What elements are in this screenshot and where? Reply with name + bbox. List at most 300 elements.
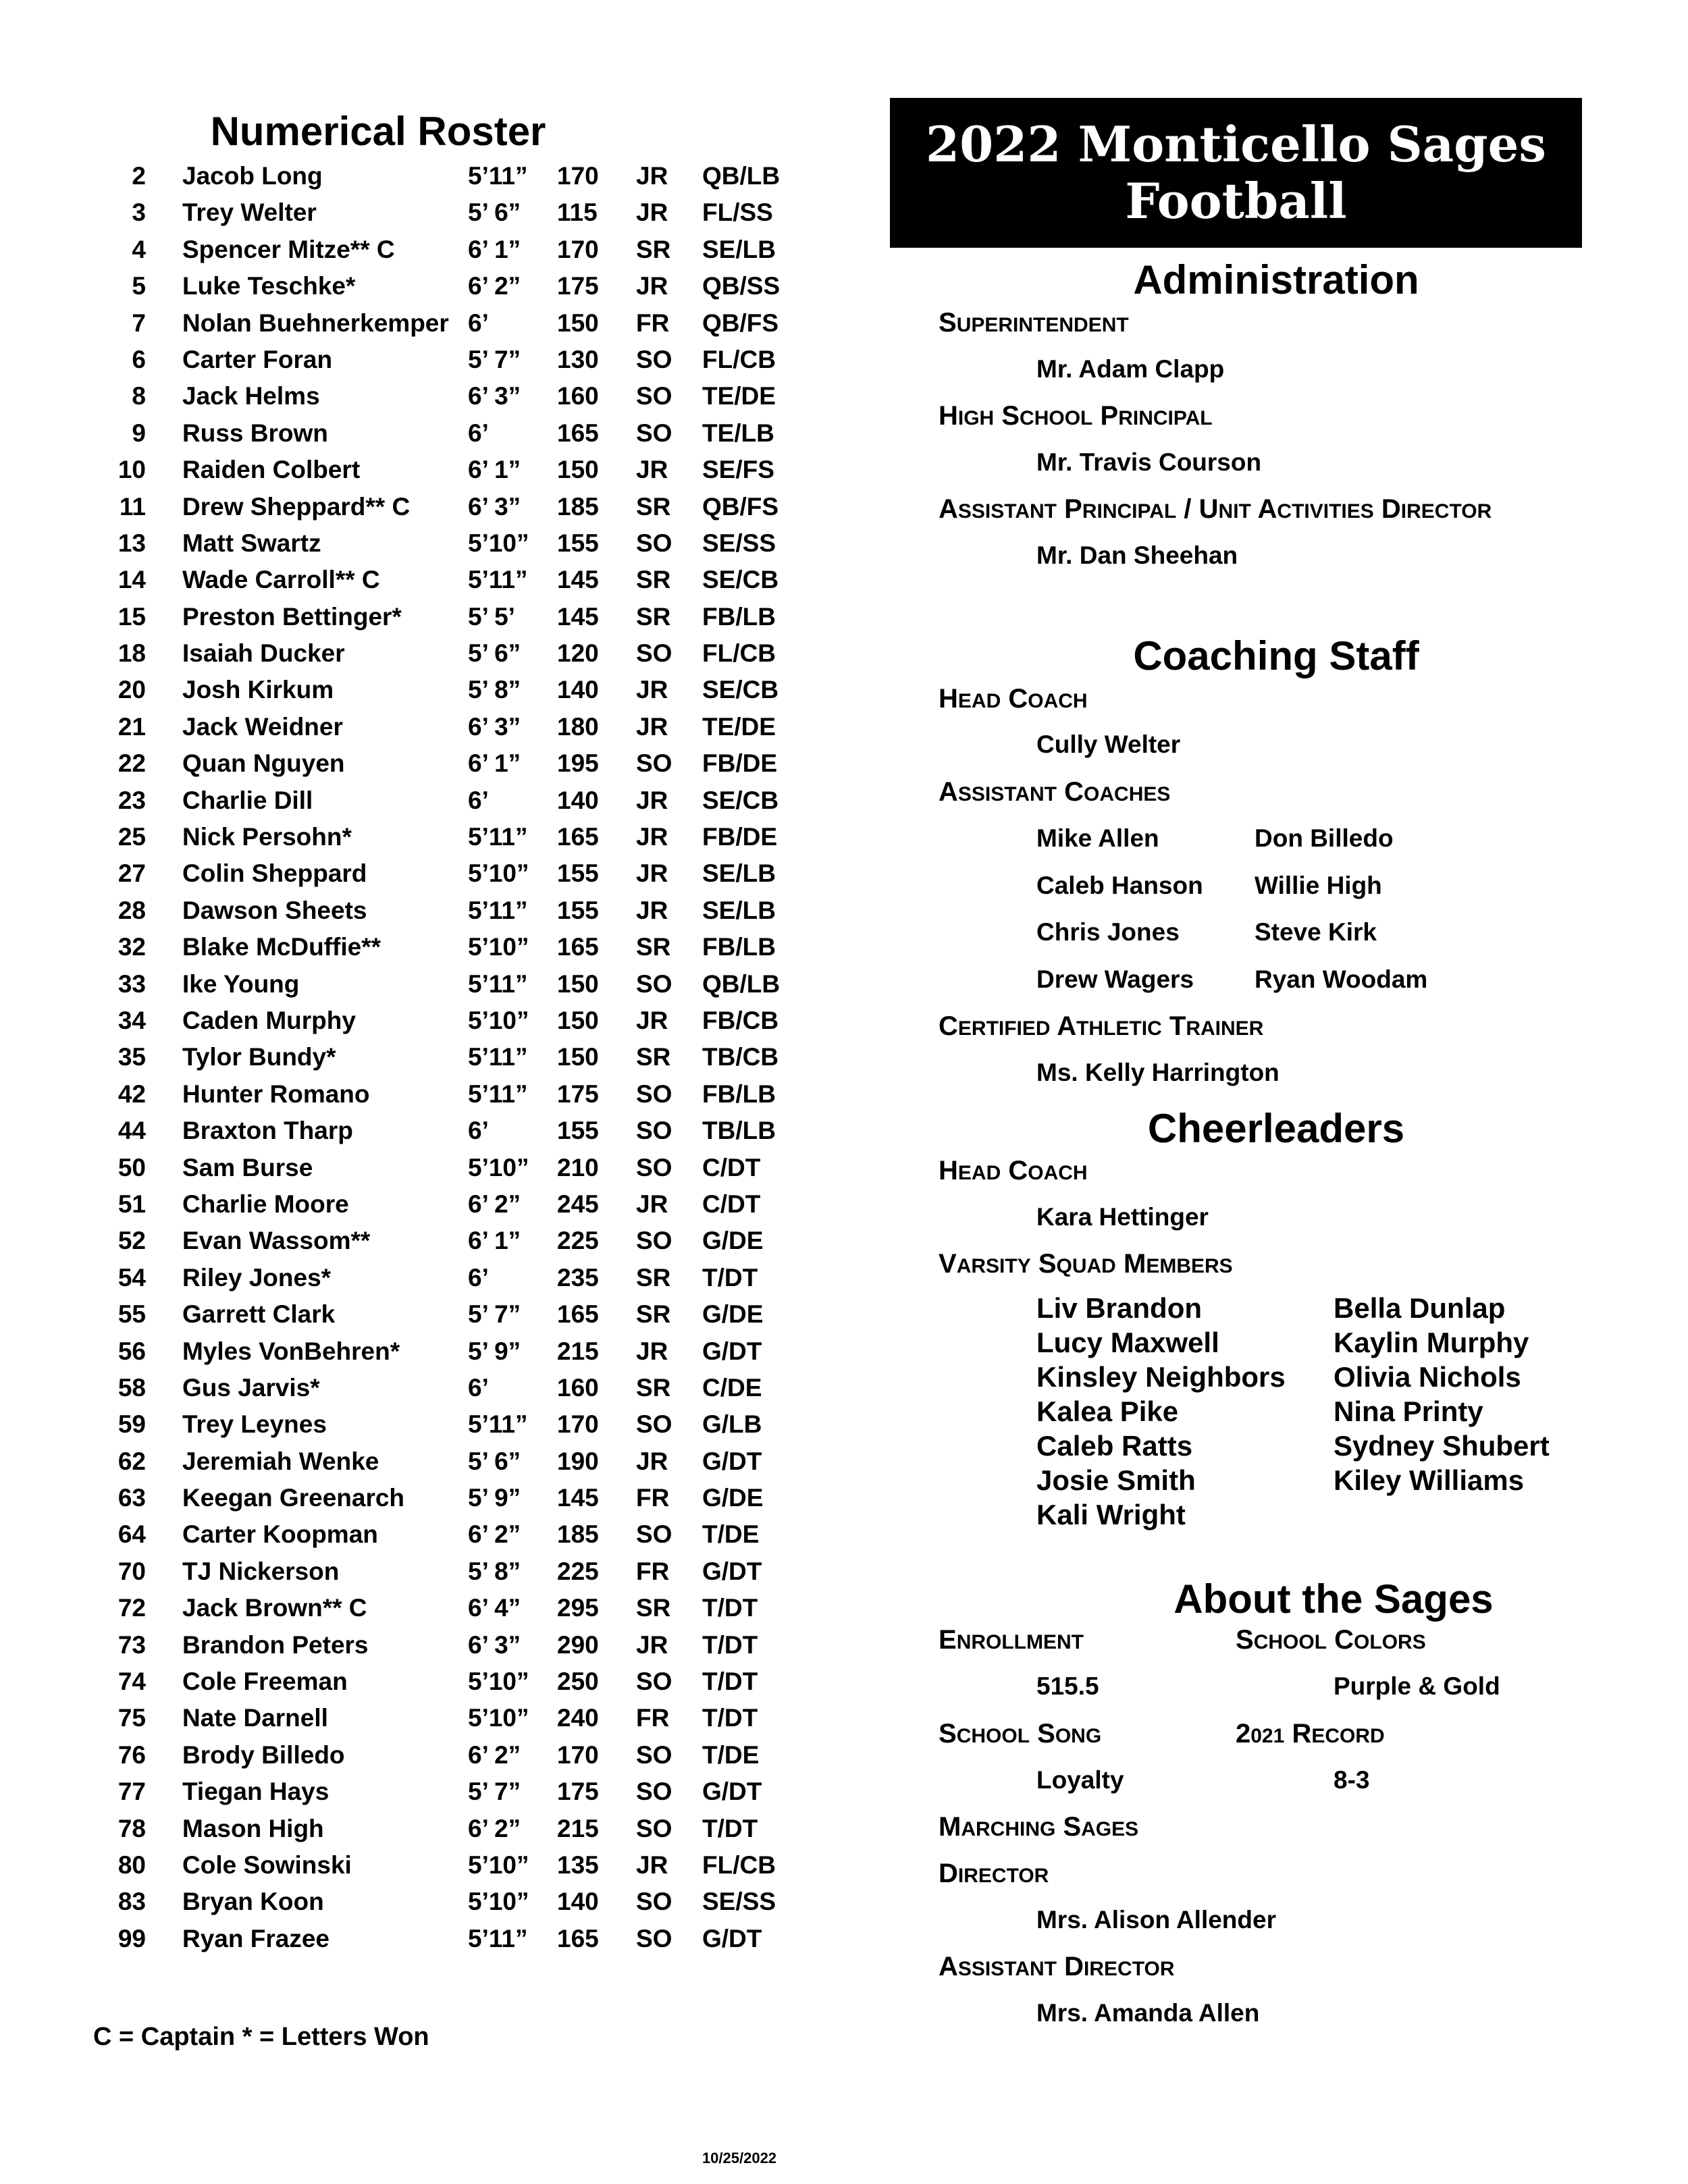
player-name: Isaiah Ducker (182, 639, 345, 668)
player-position: SE/LB (702, 235, 776, 263)
player-name: Charlie Moore (182, 1190, 349, 1218)
roster-row (0, 1076, 851, 1113)
player-number: 21 (117, 712, 146, 741)
player-number: 35 (117, 1043, 146, 1071)
player-weight: 155 (557, 896, 599, 924)
player-year: JR (636, 1337, 668, 1365)
player-position: G/DT (702, 1924, 762, 1952)
assistant-coach-name: Steve Kirk (1255, 918, 1377, 946)
player-number: 23 (117, 786, 146, 814)
player-year: JR (636, 859, 668, 888)
player-number: 51 (117, 1190, 146, 1218)
player-number: 33 (117, 969, 146, 998)
player-year: JR (636, 272, 668, 300)
player-height: 5’11” (468, 1410, 528, 1439)
roster-row (0, 745, 851, 782)
player-height: 6’ 2” (468, 1190, 521, 1218)
player-year: JR (636, 1447, 668, 1475)
player-weight: 190 (557, 1447, 599, 1475)
player-weight: 250 (557, 1668, 599, 1696)
assistant-principal-name: Mr. Dan Sheehan (1036, 541, 1238, 569)
player-number: 77 (117, 1778, 146, 1806)
player-year: JR (636, 823, 668, 851)
player-year: SO (636, 1117, 672, 1145)
player-name: Mason High (182, 1814, 324, 1842)
squad-member-name: Lucy Maxwell (1036, 1327, 1219, 1358)
player-weight: 165 (557, 419, 599, 447)
player-weight: 120 (557, 639, 599, 668)
roster-row (0, 1884, 851, 1920)
roster-row (0, 305, 851, 342)
roster-row (0, 1700, 851, 1736)
school-colors-value: Purple & Gold (1334, 1672, 1500, 1700)
player-position: SE/CB (702, 566, 779, 594)
player-number: 6 (132, 345, 146, 373)
banner-line-1: 2022 Monticello Sages (926, 115, 1546, 173)
player-name: Jack Weidner (182, 712, 343, 741)
squad-member-name: Kiley Williams (1334, 1464, 1525, 1496)
player-year: SR (636, 1263, 671, 1291)
player-weight: 155 (557, 529, 599, 557)
player-number: 58 (117, 1373, 146, 1402)
player-name: Spencer Mitze** C (182, 235, 395, 263)
player-name: Nolan Buehnerkemper (182, 309, 449, 337)
player-weight: 155 (557, 1117, 599, 1145)
player-position: G/LB (702, 1410, 762, 1439)
roster-row (0, 635, 851, 672)
player-number: 80 (117, 1850, 146, 1879)
roster-row (0, 1003, 851, 1039)
roster-row (0, 562, 851, 598)
player-name: Garrett Clark (182, 1300, 336, 1329)
player-height: 5’10” (468, 1153, 529, 1181)
player-year: JR (636, 896, 668, 924)
player-number: 3 (132, 198, 146, 227)
player-year: SO (636, 1520, 672, 1549)
player-height: 6’ (468, 786, 489, 814)
player-year: SR (636, 1594, 671, 1622)
player-year: SO (636, 345, 672, 373)
player-name: Cole Freeman (182, 1668, 348, 1696)
player-weight: 150 (557, 969, 599, 998)
player-year: SO (636, 382, 672, 410)
player-position: QB/FS (702, 309, 779, 337)
player-number: 2 (132, 162, 146, 190)
footer-date: 10/25/2022 (702, 2150, 777, 2166)
player-weight: 145 (557, 602, 599, 631)
roster-row (0, 1150, 851, 1186)
squad-member-name: Kinsley Neighbors (1036, 1361, 1286, 1393)
player-position: T/DE (702, 1740, 760, 1769)
player-number: 73 (117, 1630, 146, 1659)
assistant-coach-name: Mike Allen (1036, 824, 1159, 852)
player-number: 5 (132, 272, 146, 300)
player-height: 5’ 6” (468, 198, 521, 227)
player-height: 5’11” (468, 566, 528, 594)
roster-row (0, 1811, 851, 1847)
roster-title: Numerical Roster (210, 109, 546, 154)
player-position: TE/DE (702, 382, 776, 410)
coaching-staff-heading: Coaching Staff (1133, 633, 1419, 678)
roster-row (0, 1443, 851, 1480)
player-number: 99 (117, 1924, 146, 1952)
player-height: 5’ 8” (468, 1557, 521, 1585)
squad-member-name: Bella Dunlap (1334, 1292, 1506, 1324)
player-height: 6’ 2” (468, 272, 521, 300)
player-weight: 215 (557, 1814, 599, 1842)
player-name: Jacob Long (182, 162, 323, 190)
player-height: 5’11” (468, 823, 528, 851)
player-name: Bryan Koon (182, 1888, 324, 1916)
assistant-coach-name: Don Billedo (1255, 824, 1394, 852)
player-year: FR (636, 1557, 670, 1585)
player-name: Trey Leynes (182, 1410, 327, 1439)
player-height: 5’ 6” (468, 1447, 521, 1475)
roster-legend: C = Captain * = Letters Won (93, 2023, 429, 2051)
player-year: SO (636, 1740, 672, 1769)
roster-row (0, 1406, 851, 1443)
player-position: C/DT (702, 1190, 761, 1218)
player-position: SE/CB (702, 676, 779, 704)
player-weight: 160 (557, 382, 599, 410)
player-weight: 170 (557, 162, 599, 190)
roster-row (0, 1223, 851, 1259)
player-weight: 170 (557, 1410, 599, 1439)
player-position: SE/FS (702, 456, 774, 484)
player-name: Jack Brown** C (182, 1594, 367, 1622)
player-year: JR (636, 1190, 668, 1218)
player-weight: 235 (557, 1263, 599, 1291)
player-weight: 170 (557, 235, 599, 263)
player-year: JR (636, 786, 668, 814)
player-name: Colin Sheppard (182, 859, 367, 888)
roster-row (0, 1039, 851, 1075)
director-label: DIRECTOR (939, 1859, 1049, 1888)
player-number: 25 (117, 823, 146, 851)
roster-row (0, 819, 851, 855)
player-number: 27 (117, 859, 146, 888)
player-position: FB/LB (702, 933, 776, 961)
player-name: Hunter Romano (182, 1080, 370, 1108)
player-position: SE/SS (702, 1888, 776, 1916)
player-number: 50 (117, 1153, 146, 1181)
roster-row (0, 599, 851, 635)
roster-row (0, 194, 851, 231)
player-year: SR (636, 492, 671, 521)
player-name: Trey Welter (182, 198, 317, 227)
player-number: 78 (117, 1814, 146, 1842)
player-year: SR (636, 1373, 671, 1402)
player-name: Quan Nguyen (182, 749, 345, 778)
player-position: T/DT (702, 1668, 758, 1696)
roster-row (0, 1627, 851, 1663)
player-weight: 175 (557, 1778, 599, 1806)
player-weight: 195 (557, 749, 599, 778)
player-height: 5’11” (468, 896, 528, 924)
squad-member-name: Kali Wright (1036, 1499, 1186, 1530)
squad-member-name: Josie Smith (1036, 1464, 1196, 1496)
roster-row (0, 232, 851, 268)
player-weight: 240 (557, 1704, 599, 1732)
player-height: 5’10” (468, 1888, 529, 1916)
principal-name: Mr. Travis Courson (1036, 448, 1262, 476)
player-position: SE/LB (702, 896, 776, 924)
player-position: QB/LB (702, 162, 781, 190)
player-name: Brody Billedo (182, 1740, 345, 1769)
roster-table (0, 158, 851, 1957)
player-weight: 170 (557, 1740, 599, 1769)
player-position: T/DT (702, 1263, 758, 1291)
roster-row (0, 893, 851, 929)
player-position: FB/LB (702, 602, 776, 631)
player-weight: 140 (557, 676, 599, 704)
player-position: T/DT (702, 1630, 758, 1659)
player-weight: 165 (557, 1300, 599, 1329)
player-height: 5’ 6” (468, 639, 521, 668)
player-name: Sam Burse (182, 1153, 313, 1181)
player-weight: 210 (557, 1153, 599, 1181)
player-number: 52 (117, 1227, 146, 1255)
player-year: SO (636, 419, 672, 447)
player-name: Blake McDuffie** (182, 933, 381, 961)
player-weight: 180 (557, 712, 599, 741)
player-height: 5’10” (468, 1006, 529, 1034)
player-name: Luke Teschke* (182, 272, 356, 300)
player-number: 18 (117, 639, 146, 668)
player-weight: 225 (557, 1227, 599, 1255)
player-height: 5’ 7” (468, 1300, 521, 1329)
player-name: Nick Persohn* (182, 823, 352, 851)
roster-row (0, 1590, 851, 1626)
assistant-director-label: ASSISTANT DIRECTOR (939, 1952, 1175, 1981)
player-position: T/DT (702, 1594, 758, 1622)
player-weight: 130 (557, 345, 599, 373)
player-height: 6’ 2” (468, 1814, 521, 1842)
player-weight: 140 (557, 786, 599, 814)
principal-label: HIGH SCHOOL PRINCIPAL (939, 401, 1213, 431)
player-height: 6’ 3” (468, 382, 521, 410)
player-height: 5’10” (468, 1704, 529, 1732)
player-height: 5’ 9” (468, 1337, 521, 1365)
player-position: FB/CB (702, 1006, 779, 1034)
player-number: 44 (117, 1117, 146, 1145)
roster-row (0, 378, 851, 415)
player-name: TJ Nickerson (182, 1557, 340, 1585)
player-weight: 150 (557, 1006, 599, 1034)
cheer-head-coach-label: HEAD COACH (939, 1156, 1088, 1186)
player-year: JR (636, 712, 668, 741)
enrollment-value: 515.5 (1036, 1672, 1099, 1700)
player-name: Tylor Bundy* (182, 1043, 336, 1071)
roster-row (0, 268, 851, 304)
roster-row (0, 782, 851, 819)
player-year: SO (636, 1227, 672, 1255)
player-name: Braxton Tharp (182, 1117, 353, 1145)
title-banner (890, 98, 1582, 248)
player-height: 6’ (468, 1373, 489, 1402)
player-weight: 295 (557, 1594, 599, 1622)
player-number: 9 (132, 419, 146, 447)
player-height: 6’ (468, 1117, 489, 1145)
roster-row (0, 415, 851, 452)
player-year: JR (636, 1850, 668, 1879)
player-height: 6’ 1” (468, 456, 521, 484)
player-weight: 185 (557, 1520, 599, 1549)
marching-sages-label: MARCHING SAGES (939, 1812, 1139, 1842)
record-label: 2021 RECORD (1236, 1719, 1385, 1749)
player-weight: 145 (557, 1484, 599, 1512)
player-year: SO (636, 1410, 672, 1439)
player-year: JR (636, 456, 668, 484)
roster-row (0, 1847, 851, 1884)
player-height: 5’11” (468, 1080, 528, 1108)
player-height: 5’ 7” (468, 1778, 521, 1806)
roster-row (0, 525, 851, 562)
player-height: 5’ 8” (468, 676, 521, 704)
about-heading: About the Sages (1173, 1576, 1494, 1622)
player-name: Evan Wassom** (182, 1227, 371, 1255)
player-name: Jack Helms (182, 382, 320, 410)
player-weight: 150 (557, 456, 599, 484)
player-number: 64 (117, 1520, 146, 1549)
assistant-coach-name: Caleb Hanson (1036, 871, 1203, 899)
cheer-head-coach-name: Kara Hettinger (1036, 1203, 1209, 1231)
player-height: 6’ (468, 419, 489, 447)
player-weight: 175 (557, 1080, 599, 1108)
head-coach-name: Cully Welter (1036, 730, 1181, 758)
player-year: SO (636, 749, 672, 778)
player-name: Riley Jones* (182, 1263, 332, 1291)
squad-member-name: Caleb Ratts (1036, 1430, 1193, 1462)
player-year: FR (636, 1484, 670, 1512)
player-height: 5’ 7” (468, 345, 521, 373)
player-weight: 165 (557, 823, 599, 851)
player-weight: 155 (557, 859, 599, 888)
roster-row (0, 1260, 851, 1296)
player-number: 63 (117, 1484, 146, 1512)
school-colors-label: SCHOOL COLORS (1236, 1625, 1426, 1655)
assistant-principal-label: ASSISTANT PRINCIPAL / UNIT ACTIVITIES DIRECTOR (939, 494, 1492, 524)
player-height: 6’ 3” (468, 1630, 521, 1659)
squad-member-name: Olivia Nichols (1334, 1361, 1521, 1393)
player-height: 5’11” (468, 1924, 528, 1952)
assistant-director-name: Mrs. Amanda Allen (1036, 1999, 1260, 2027)
roster-row (0, 1663, 851, 1700)
player-height: 5’ 5’ (468, 602, 515, 631)
player-number: 32 (117, 933, 146, 961)
player-number: 54 (117, 1263, 146, 1291)
player-height: 6’ 2” (468, 1520, 521, 1549)
player-year: SO (636, 1668, 672, 1696)
player-year: FR (636, 309, 670, 337)
player-position: FB/LB (702, 1080, 776, 1108)
player-number: 11 (119, 492, 146, 521)
player-number: 8 (132, 382, 146, 410)
player-weight: 215 (557, 1337, 599, 1365)
player-position: T/DE (702, 1520, 760, 1549)
roster-row (0, 672, 851, 708)
player-position: G/DE (702, 1227, 764, 1255)
roster-row (0, 1553, 851, 1590)
player-position: TE/DE (702, 712, 776, 741)
player-position: SE/SS (702, 529, 776, 557)
enrollment-label: ENROLLMENT (939, 1625, 1084, 1655)
player-name: Ike Young (182, 969, 300, 998)
director-name: Mrs. Alison Allender (1036, 1906, 1276, 1934)
roster-row (0, 1921, 851, 1957)
player-year: SO (636, 1153, 672, 1181)
player-year: SR (636, 602, 671, 631)
roster-row (0, 158, 851, 194)
player-number: 75 (117, 1704, 146, 1732)
player-year: SR (636, 1300, 671, 1329)
squad-member-name: Sydney Shubert (1334, 1430, 1550, 1462)
player-position: TB/LB (702, 1117, 776, 1145)
player-position: C/DT (702, 1153, 761, 1181)
player-position: C/DE (702, 1373, 762, 1402)
superintendent-label: SUPERINTENDENT (939, 308, 1129, 338)
player-number: 13 (117, 529, 146, 557)
player-position: T/DT (702, 1814, 758, 1842)
roster-row (0, 452, 851, 488)
player-number: 72 (117, 1594, 146, 1622)
squad-member-name: Nina Printy (1334, 1395, 1483, 1427)
player-height: 5’10” (468, 1850, 529, 1879)
player-weight: 225 (557, 1557, 599, 1585)
player-weight: 115 (557, 198, 598, 227)
player-name: Wade Carroll** C (182, 566, 380, 594)
player-name: Brandon Peters (182, 1630, 369, 1659)
assistant-coach-name: Chris Jones (1036, 918, 1180, 946)
player-position: T/DT (702, 1704, 758, 1732)
player-weight: 145 (557, 566, 599, 594)
squad-member-name: Kaylin Murphy (1334, 1327, 1529, 1358)
player-name: Keegan Greenarch (182, 1484, 405, 1512)
player-position: FL/CB (702, 345, 776, 373)
player-height: 5’11” (468, 162, 528, 190)
player-height: 6’ (468, 1263, 489, 1291)
roster-row (0, 1370, 851, 1406)
player-name: Nate Darnell (182, 1704, 328, 1732)
player-weight: 165 (557, 933, 599, 961)
roster-row (0, 1333, 851, 1370)
roster-row (0, 1296, 851, 1333)
player-weight: 175 (557, 272, 599, 300)
player-height: 5’10” (468, 859, 529, 888)
player-number: 70 (117, 1557, 146, 1585)
player-weight: 135 (557, 1850, 599, 1879)
roster-row (0, 855, 851, 892)
player-name: Myles VonBehren* (182, 1337, 400, 1365)
player-position: SE/LB (702, 859, 776, 888)
player-number: 7 (132, 309, 146, 337)
player-position: QB/SS (702, 272, 781, 300)
player-year: SO (636, 1888, 672, 1916)
player-height: 5’10” (468, 1668, 529, 1696)
player-position: TE/LB (702, 419, 774, 447)
roster-row (0, 1113, 851, 1149)
roster-row (0, 342, 851, 378)
assistant-coaches-label: ASSISTANT COACHES (939, 777, 1171, 807)
player-position: FL/CB (702, 639, 776, 668)
player-number: 28 (117, 896, 146, 924)
superintendent-name: Mr. Adam Clapp (1036, 355, 1225, 383)
player-height: 6’ 1” (468, 1227, 521, 1255)
player-name: Preston Bettinger* (182, 602, 402, 631)
player-weight: 150 (557, 309, 599, 337)
player-weight: 160 (557, 1373, 599, 1402)
player-name: Matt Swartz (182, 529, 321, 557)
